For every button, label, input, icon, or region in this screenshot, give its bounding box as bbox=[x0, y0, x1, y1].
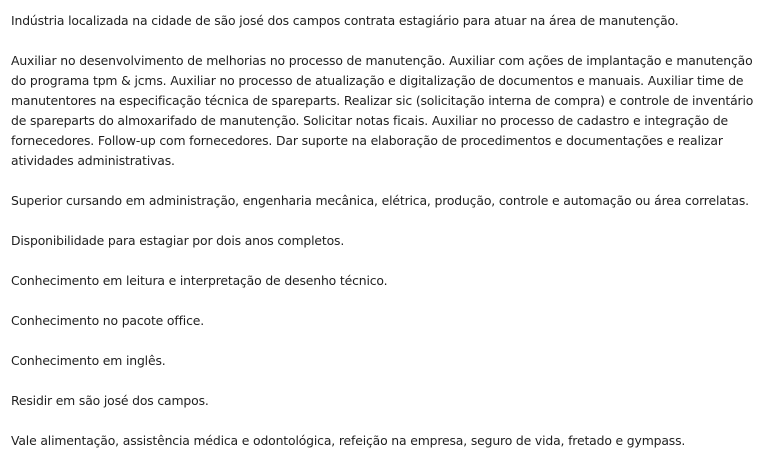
requirement-office: Conhecimento no pacote office. bbox=[11, 313, 205, 328]
requirement-education: Superior cursando em administração, engenharia mecânica, elétrica, produção, controle e automação ou área correlatas. bbox=[11, 193, 749, 208]
job-posting-document bbox=[11, 11, 763, 451]
requirement-residence: Residir em são josé dos campos. bbox=[11, 393, 209, 408]
requirement-technical-drawing: Conhecimento em leitura e interpretação de desenho técnico. bbox=[11, 273, 388, 288]
requirement-availability: Disponibilidade para estagiar por dois anos completos. bbox=[11, 233, 345, 248]
requirement-english: Conhecimento em inglês. bbox=[11, 353, 166, 368]
responsibilities-paragraph: Auxiliar no desenvolvimento de melhorias no processo de manutenção. Auxiliar com ações de implantação e manutenção do programa tpm & jcms. Auxiliar no processo de atualização e digitalização de documentos e manuais. Auxiliar time de manutentores na especificação técnica de spareparts. Realizar sic (solicitação interna de compra) e controle de inventário de spareparts do almoxarifado de manutenção. Solicitar notas ficais. Auxiliar no processo de cadastro e integração de fornecedores. Follow-up com fornecedores. Dar suporte na elaboração de procedimentos e documentações e realizar atividades administrativas. bbox=[11, 53, 754, 168]
intro-paragraph: Indústria localizada na cidade de são josé dos campos contrata estagiário para atuar na área de manutenção. bbox=[11, 13, 679, 28]
benefits-paragraph: Vale alimentação, assistência médica e odontológica, refeição na empresa, seguro de vida, fretado e gympass. bbox=[11, 433, 686, 448]
